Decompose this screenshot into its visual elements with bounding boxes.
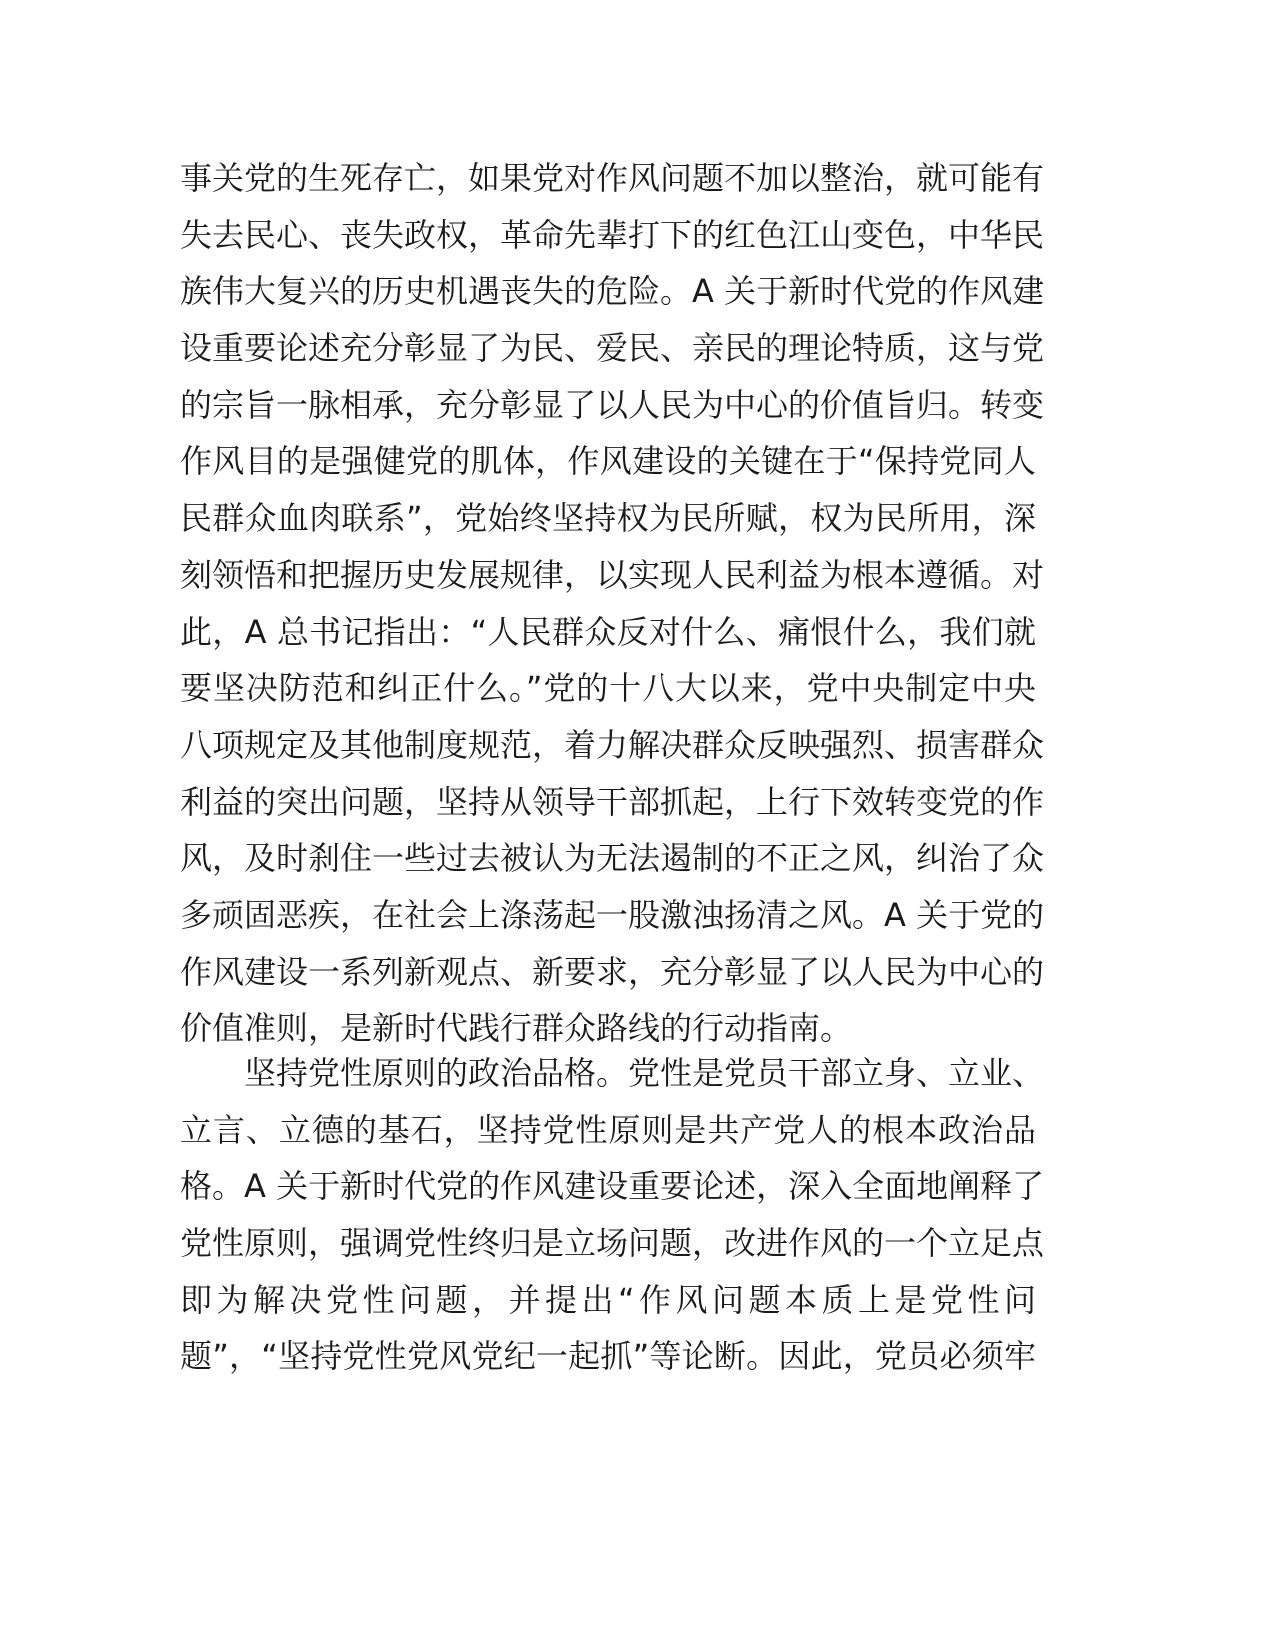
text-line: 利益的突出问题，坚持从领导干部抓起，上行下效转变党的作 [180, 782, 1045, 821]
text-line: 刻领悟和把握历史发展规律，以实现人民利益为根本遵循。对 [180, 555, 1045, 594]
text-line: 事关党的生死存亡，如果党对作风问题不加以整治，就可能有 [180, 159, 1045, 197]
text-line: 立言、立德的基石，坚持党性原则是共产党人的根本政治品 [180, 1110, 1036, 1149]
text-line: 作风建设一系列新观点、新要求，充分彰显了以人民为中心的 [180, 952, 1045, 991]
text-line: 此，A 总书记指出：“人民群众反对什么、痛恨什么，我们就 [180, 612, 1036, 651]
text-line: 要坚决防范和纠正什么。”党的十八大以来，党中央制定中央 [180, 669, 1036, 708]
paragraph-1 [180, 150, 1045, 1057]
text-line: 党性原则，强调党性终归是立场问题，改进作风的一个立足点 [180, 1224, 1045, 1263]
paragraph-2 [180, 1045, 1045, 1385]
text-line: 坚持党性原则的政治品格。党性是党员干部立身、立业、 [244, 1054, 1045, 1092]
text-line: 作风目的是强健党的肌体，作风建设的关键在于“保持党同人 [180, 442, 1036, 481]
text-line: 失去民心、丧失政权，革命先辈打下的红色江山变色，中华民 [180, 215, 1045, 254]
text-line: 设重要论述充分彰显了为民、爱民、亲民的理论特质，这与党 [180, 329, 1045, 368]
text-line: 风，及时刹住一些过去被认为无法遏制的不正之风，纠治了众 [180, 839, 1045, 878]
text-line: 的宗旨一脉相承，充分彰显了以人民为中心的价值旨归。转变 [180, 385, 1045, 424]
text-line: 价值准则，是新时代践行群众路线的行动指南。 [180, 1009, 853, 1048]
text-line: 即为解决党性问题，并提出“作风问题本质上是党性问 [180, 1280, 1036, 1319]
text-line: 多顽固恶疾，在社会上涤荡起一股激浊扬清之风。A 关于党的 [180, 895, 1045, 934]
text-line: 族伟大复兴的历史机遇丧失的危险。A 关于新时代党的作风建 [180, 272, 1045, 311]
text-line: 八项规定及其他制度规范，着力解决群众反映强烈、损害群众 [180, 725, 1045, 764]
text-line: 民群众血肉联系”，党始终坚持权为民所赋，权为民所用，深 [180, 499, 1036, 538]
text-line: 题”，“坚持党性党风党纪一起抓”等论断。因此，党员必须牢 [180, 1337, 1036, 1376]
text-line: 格。A 关于新时代党的作风建设重要论述，深入全面地阐释了 [180, 1167, 1045, 1206]
